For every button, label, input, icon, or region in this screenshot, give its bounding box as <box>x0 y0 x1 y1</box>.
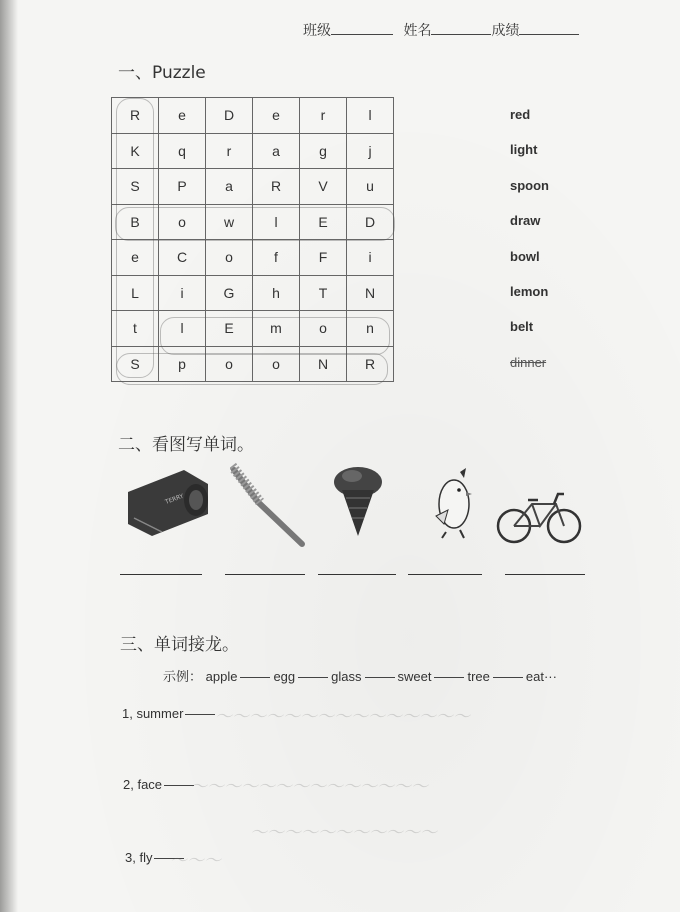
grid-cell[interactable]: o <box>206 240 253 276</box>
bicycle-picture <box>496 488 582 546</box>
grid-cell[interactable]: D <box>347 204 394 240</box>
erased-pencil-scribble: ～～～～～～～～～～～ <box>250 823 437 843</box>
chain-item-label: 2, face <box>123 777 163 792</box>
chain-answer-line[interactable] <box>185 714 215 715</box>
grid-cell[interactable]: o <box>206 346 253 382</box>
score-blank[interactable] <box>519 34 579 35</box>
towel-picture <box>122 462 212 542</box>
svg-text:TERRY: TERRY <box>164 492 185 506</box>
grid-cell[interactable]: l <box>159 311 206 347</box>
answer-blank-5[interactable] <box>505 574 585 575</box>
chick-picture <box>430 466 476 542</box>
grid-cell[interactable]: e <box>253 98 300 134</box>
puzzle-word: bowl <box>510 248 540 264</box>
grid-cell[interactable]: C <box>159 240 206 276</box>
grid-cell[interactable]: S <box>112 169 159 205</box>
grid-cell[interactable]: V <box>300 169 347 205</box>
answer-blank-2[interactable] <box>225 574 305 575</box>
grid-cell[interactable]: j <box>347 133 394 169</box>
grid-cell[interactable]: r <box>206 133 253 169</box>
grid-cell[interactable]: n <box>347 311 394 347</box>
puzzle-word: draw <box>510 213 541 229</box>
puzzle-word-list <box>510 107 549 390</box>
grid-cell[interactable]: h <box>253 275 300 311</box>
example-word: eat··· <box>525 669 557 684</box>
grid-cell[interactable]: a <box>253 133 300 169</box>
grid-cell[interactable]: g <box>300 133 347 169</box>
chain-connector-line <box>365 677 395 678</box>
erased-pencil-scribble: ～～～～～～～～～～～～～～～ <box>215 707 470 727</box>
grid-cell[interactable]: i <box>347 240 394 276</box>
class-blank[interactable] <box>331 34 393 35</box>
grid-cell[interactable]: N <box>347 275 394 311</box>
grid-cell[interactable]: B <box>112 204 159 240</box>
grid-cell[interactable]: P <box>159 169 206 205</box>
grid-cell[interactable]: E <box>206 311 253 347</box>
class-label: 班级 <box>303 23 331 39</box>
grid-cell[interactable]: e <box>159 98 206 134</box>
student-info-header <box>303 20 579 40</box>
grid-cell[interactable]: t <box>112 311 159 347</box>
grid-cell[interactable]: R <box>253 169 300 205</box>
chain-item-label: 1, summer <box>122 706 184 721</box>
erased-pencil-scribble: ～～～ <box>170 851 221 871</box>
chain-item-1[interactable] <box>122 706 215 721</box>
toothbrush-picture <box>230 462 310 548</box>
grid-cell[interactable]: f <box>253 240 300 276</box>
pencil-circle-mark <box>115 207 395 241</box>
grid-cell[interactable]: N <box>300 346 347 382</box>
grid-cell[interactable]: S <box>112 346 159 382</box>
grid-cell[interactable]: o <box>159 204 206 240</box>
grid-cell[interactable]: E <box>300 204 347 240</box>
word-chain-example <box>163 666 557 685</box>
name-blank[interactable] <box>431 34 491 35</box>
grid-cell[interactable]: D <box>206 98 253 134</box>
example-word: glass <box>331 669 362 684</box>
grid-cell[interactable]: o <box>253 346 300 382</box>
example-word: apple <box>205 669 238 684</box>
grid-cell[interactable]: R <box>347 346 394 382</box>
grid-cell[interactable]: o <box>300 311 347 347</box>
section2-title: 二、看图写单词。 <box>118 435 254 455</box>
scan-edge-shadow <box>0 0 18 912</box>
grid-cell[interactable]: R <box>112 98 159 134</box>
puzzle-word: red <box>510 107 531 122</box>
answer-blank-3[interactable] <box>318 574 396 575</box>
puzzle-word: dinner <box>510 354 547 370</box>
chain-connector-line <box>493 677 523 678</box>
grid-cell[interactable]: K <box>112 133 159 169</box>
example-word: sweet <box>397 669 432 684</box>
grid-cell[interactable]: p <box>159 346 206 382</box>
chain-connector-line <box>298 677 328 678</box>
grid-cell[interactable]: F <box>300 240 347 276</box>
picture-row <box>0 462 680 552</box>
pencil-circle-mark <box>160 317 390 355</box>
score-label: 成绩 <box>491 23 520 39</box>
ice-cream-picture <box>330 462 386 538</box>
grid-cell[interactable]: T <box>300 275 347 311</box>
puzzle-word: spoon <box>510 177 549 193</box>
grid-cell[interactable]: G <box>206 275 253 311</box>
puzzle-word: light <box>510 142 538 158</box>
puzzle-word: belt <box>510 319 534 335</box>
puzzle-word: lemon <box>510 283 549 299</box>
section1-title: 一、Puzzle <box>118 63 206 83</box>
answer-blank-1[interactable] <box>120 574 202 575</box>
grid-cell[interactable]: u <box>347 169 394 205</box>
chain-item-label: 3, fly <box>125 850 153 865</box>
grid-cell[interactable]: r <box>300 98 347 134</box>
chain-connector-line <box>240 677 270 678</box>
grid-cell[interactable]: l <box>253 204 300 240</box>
grid-cell[interactable]: m <box>253 311 300 347</box>
grid-cell[interactable]: l <box>347 98 394 134</box>
grid-cell[interactable]: L <box>112 275 159 311</box>
section3-title: 三、单词接龙。 <box>120 635 239 655</box>
chain-connector-line <box>434 677 464 678</box>
grid-cell[interactable]: i <box>159 275 206 311</box>
example-label: 示例： <box>163 669 203 684</box>
example-word: egg <box>273 669 296 684</box>
pencil-circle-mark <box>116 353 388 385</box>
grid-cell[interactable]: e <box>112 240 159 276</box>
erased-pencil-scribble: ～～～～～～～～～～～～～～ <box>190 777 428 797</box>
answer-blank-4[interactable] <box>408 574 482 575</box>
grid-cell[interactable]: w <box>206 204 253 240</box>
chain-item-2[interactable] <box>123 777 194 792</box>
grid-cell[interactable]: q <box>159 133 206 169</box>
name-label: 姓名 <box>403 23 432 39</box>
grid-cell[interactable]: a <box>206 169 253 205</box>
example-word: tree <box>467 669 490 684</box>
